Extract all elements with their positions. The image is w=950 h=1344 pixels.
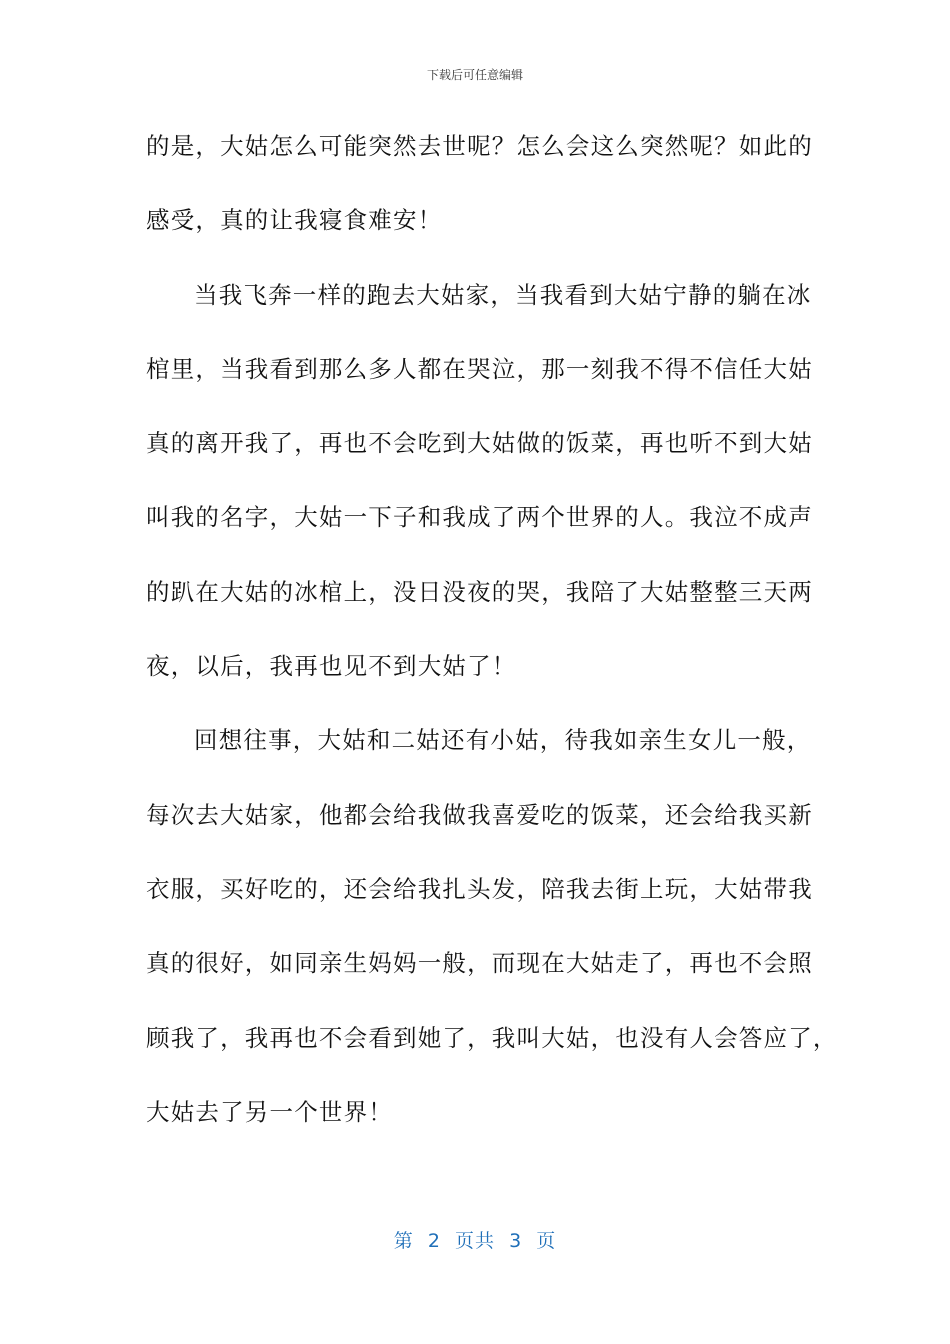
text-line: 的趴在大姑的冰棺上，没日没夜的哭，我陪了大姑整整三天两	[146, 577, 813, 606]
text-line: 的是，大姑怎么可能突然去世呢？怎么会这么突然呢？如此的	[146, 132, 813, 160]
text-line: 叫我的名字，大姑一下子和我成了两个世界的人。我泣不成声	[146, 503, 813, 532]
text-line: 衣服，买好吃的，还会给我扎头发，陪我去街上玩，大姑带我	[146, 874, 813, 903]
text-line: 感受，真的让我寝食难安！	[146, 206, 443, 235]
text-line: 回想往事，大姑和二姑还有小姑，待我如亲生女儿一般，	[194, 726, 812, 755]
text-line: 棺里，当我看到那么多人都在哭泣，那一刻我不得不信任大姑	[146, 354, 813, 383]
text-line: 顾我了，我再也不会看到她了，我叫大姑，也没有人会答应了，	[146, 1023, 838, 1052]
document-body	[146, 120, 838, 1160]
text-line: 真的离开我了，再也不会吃到大姑做的饭菜，再也听不到大姑	[146, 429, 813, 458]
header-note: 下载后可任意编辑	[426, 68, 523, 82]
page-number-footer	[0, 1226, 950, 1253]
text-line: 当我飞奔一样的跑去大姑家，当我看到大姑宁静的躺在冰	[194, 280, 812, 309]
text-line: 每次去大姑家，他都会给我做我喜爱吃的饭菜，还会给我买新	[146, 800, 813, 829]
page-number-text: 第 2 页共 3 页	[393, 1230, 557, 1252]
text-line: 夜，以后，我再也见不到大姑了！	[146, 652, 517, 681]
text-line: 真的很好，如同亲生妈妈一般，而现在大姑走了，再也不会照	[146, 949, 813, 978]
text-line: 大姑去了另一个世界！	[146, 1097, 393, 1126]
